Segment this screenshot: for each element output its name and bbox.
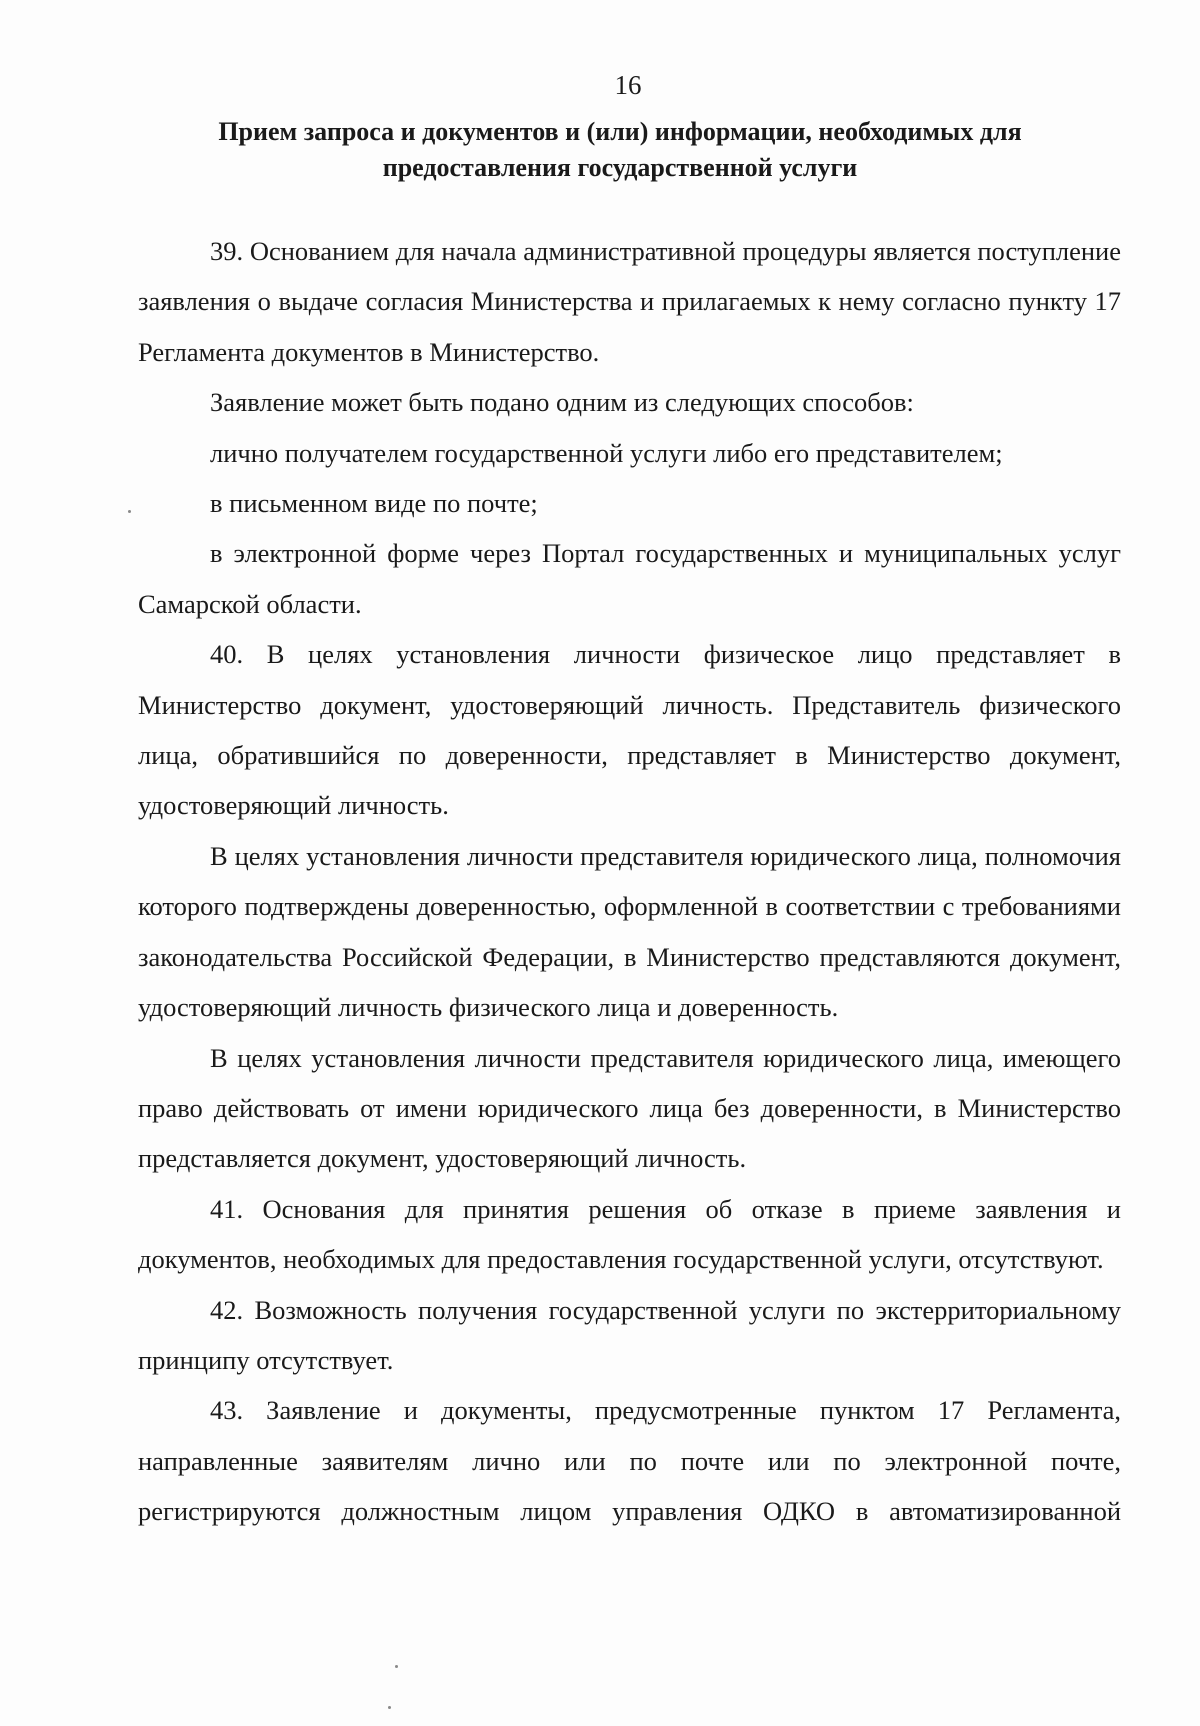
scan-speck (395, 1665, 398, 1668)
scan-speck (128, 510, 131, 513)
scan-speck (388, 1706, 391, 1709)
paragraph-42: 42. Возможность получения государственной услуги по экстерриториальному принципу отсутствует. (138, 1294, 1121, 1375)
section-heading: Прием запроса и документов и (или) информации, необходимых для предоставления государственной услуги (218, 117, 1022, 182)
paragraph-41: 41. Основания для принятия решения об отказе в приеме заявления и документов, необходимых для предоставления государственной услуги, отсутствуют. (138, 1193, 1121, 1275)
paragraph-submission-methods: Заявление может быть подано одним из следующих способов: (210, 387, 914, 418)
paragraph-39: 39. Основанием для начала административной процедуры является поступление заявления о выдаче согласия Министерства и прилагаемых к нему согласно пункту 17 Регламента документов в Министерство. (138, 236, 1121, 367)
list-item-by-mail: в письменном виде по почте; (210, 488, 538, 519)
paragraph-43: 43. Заявление и документы, предусмотренные пунктом 17 Регламента, направленные заявителям лично или по почте или по электронной почте, регистрируются должностным лицом управления ОДКО в автоматизированной (138, 1395, 1121, 1527)
document-body (138, 226, 1121, 1537)
paragraph-legal-entity-proxy: В целях установления личности представителя юридического лица, полномочия которого подтверждены доверенностью, оформленной в соответствии с требованиями законодательства Российской Федерации, в Министерство представляются документ, удостоверяющий личность физического лица и доверенность. (138, 840, 1121, 1023)
paragraph-legal-entity-no-proxy: В целях установления личности представителя юридического лица, имеющего право действовать от имени юридического лица без доверенности, в Министерство представляется документ, удостоверяющий личность. (138, 1042, 1121, 1174)
paragraph-40: 40. В целях установления личности физическое лицо представляет в Министерство документ, удостоверяющий личность. Представитель физического лица, обратившийся по доверенности, представляет в Министерство документ, удостоверяющий личность. (138, 639, 1121, 821)
page-number: 16 (614, 70, 642, 100)
list-item-in-person: лично получателем государственной услуги либо его представителем; (210, 437, 1003, 468)
list-item-electronic: в электронной форме через Портал государственных и муниципальных услуг Самарской области. (138, 538, 1121, 619)
